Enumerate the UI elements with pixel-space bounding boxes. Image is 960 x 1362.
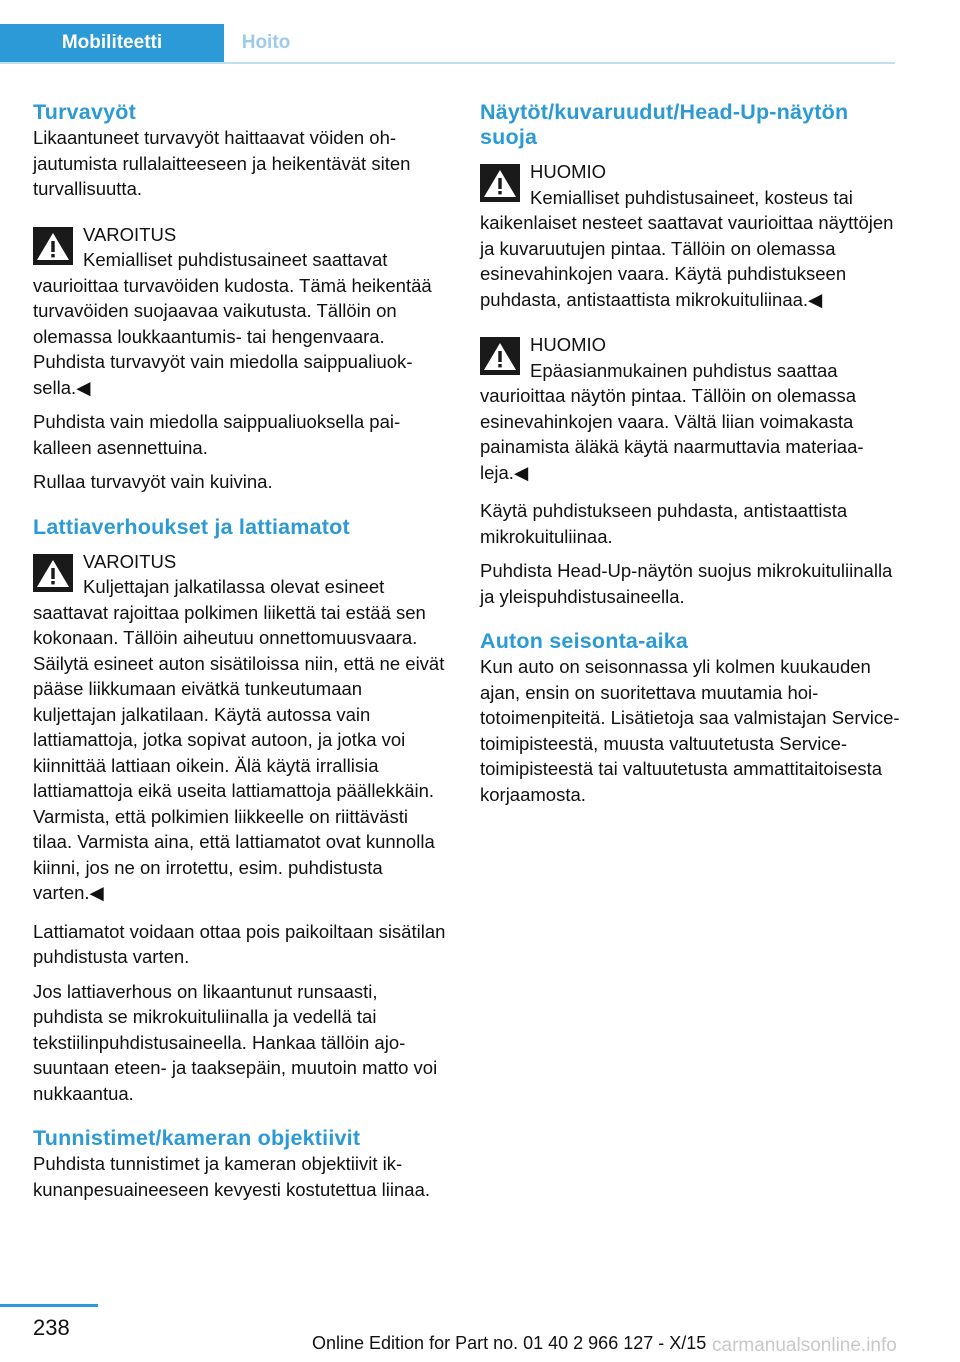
notice-box [480, 332, 900, 485]
notice-box [480, 159, 900, 312]
warning-label: VAROITUS [83, 223, 177, 245]
notice-triangle-icon [480, 337, 520, 375]
section-title-turvavyot: Turvavyöt [33, 100, 136, 124]
notice-label: HUOMIO [530, 334, 607, 355]
paragraph: Likaantuneet turvavyöt haittaavat vöiden ohjautumista rullalaitteeseen ja heikentävät siten turvallisuutta. [33, 127, 411, 199]
notice-text: Epäasianmukainen puhdistus saattaa vaurioittaa näytön pintaa. Tällöin on olemassa esinevahinkojen vaara. Vältä liian voimakasta painamista äläkä käytä naarmuttavia materiaaleja.◀ [480, 359, 864, 483]
warning-box [33, 549, 449, 906]
tab-hoito[interactable]: Hoito [224, 24, 308, 62]
warning-box [33, 222, 449, 401]
tab-mobiliteetti[interactable]: Mobiliteetti [0, 24, 224, 62]
section-title-lattiaverhoukset: Lattiaverhoukset ja lattiamatot [33, 514, 350, 539]
section-title-tunnistimet: Tunnistimet/kameran objektiivit [33, 1126, 361, 1150]
warning-text: Kuljettajan jalkatilassa olevat esineet saattavat rajoittaa polkimen liikettä tai estää sen kokonaan. Tällöin aiheutuu onnettomuusvaara. Säilytä esineet auton sisätiloissa niin, että ne eivät pääse liikkumaan eivätkä tunkeutumaan kuljettajan jalkatilaan. Käytä autossa vain lattiamattoja, jotka sopivat autoon, ja jotka voi kiinnittää lattiaan oikein. Älä käytä irrallisia lattiamattoja eikä useita lattiamattoja päällekkäin. Varmista, että polkimien liikkeelle on riittävästi tilaa. Varmista aina, että lattiamatot ovat kunnolla kiinni, jos ne on irrotettu, esim. puhdistusta varten.◀ [33, 576, 445, 903]
section-title-seisonta-aika: Auton seisonta-aika [480, 629, 689, 653]
paragraph: Puhdista Head-Up-näytön suojus mikrokuituliinalla ja yleispuhdistusaineella. [480, 560, 893, 607]
warning-text: Kemialliset puhdistusaineet saattavat vaurioittaa turvavöiden kudosta. Tämä heikentää turvavöiden suojaavaa vaikutusta. Tällöin on olemassa loukkaantumis- tai hengenvaara. Puhdista turvavyöt vain miedolla saippualiuoksella.◀ [33, 249, 432, 398]
paragraph: Jos lattiaverhous on likaantunut runsaasti, puhdista se mikrokuituliinalla ja vedellä tai tekstiilinpuhdistusaineella. Hankaa tällöin ajosuuntaan eteen- ja taaksepäin, muutoin matto voi nukkaantua. [33, 980, 438, 1104]
chapter-tabs [0, 24, 895, 64]
notice-triangle-icon [480, 164, 520, 202]
warning-triangle-icon [33, 227, 73, 265]
watermark: carmanualsonline.info [712, 1335, 897, 1356]
right-column [480, 100, 900, 807]
notice-label: HUOMIO [530, 161, 607, 182]
paragraph: Käytä puhdistukseen puhdasta, antistaattista mikrokuituliinaa. [480, 500, 848, 547]
section-title-naytot: Näytöt/kuvaruudut/Head-Up-näytön suoja [480, 100, 849, 149]
warning-triangle-icon [33, 554, 73, 592]
footer-rule [0, 1304, 98, 1307]
notice-text: Kemialliset puhdistusaineet, kosteus tai kaikenlaiset nesteet saattavat vaurioittaa näyttöjen ja kuvaruutujen pintaa. Tällöin on olemassa esinevahinkojen vaara. Käytä puhdistukseen puhdasta, antistaattista mikrokuituliinaa.◀ [480, 186, 894, 310]
paragraph: Kun auto on seisonnassa yli kolmen kuukauden ajan, ensin on suoritettava muutamia hoitotoimenpiteitä. Lisätietoja saa valmistajan Service-toimipisteestä, muusta valtuutetusta Service-toimipisteestä tai valtuutetusta ammattitaitoisesta korjaamosta. [480, 656, 900, 805]
warning-label: VAROITUS [83, 550, 177, 572]
page-number: 238 [33, 1315, 70, 1340]
paragraph: Lattiamatot voidaan ottaa pois paikoiltaan sisätilan puhdistusta varten. [33, 920, 446, 967]
paragraph: Puhdista tunnistimet ja kameran objektiivit ikkunanpesuaineeseen kevyesti kostutettua liinaa. [33, 1153, 430, 1200]
left-column [33, 100, 449, 1202]
edition-note: Online Edition for Part no. 01 40 2 966 127 - X/15 [312, 1333, 707, 1353]
paragraph: Puhdista vain miedolla saippualiuoksella paikalleen asennettuina. [33, 411, 401, 458]
paragraph: Rullaa turvavyöt vain kuivina. [33, 471, 273, 492]
